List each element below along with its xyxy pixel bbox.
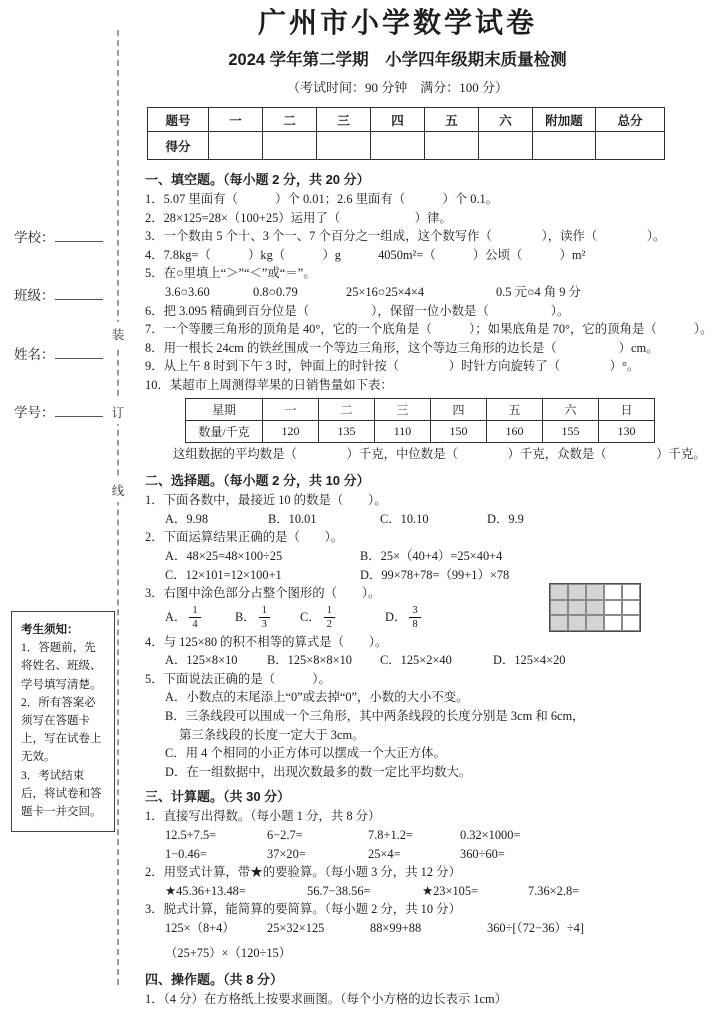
- name-field: [14, 343, 103, 363]
- grid-cell: [604, 615, 622, 631]
- score-table-score-row: [148, 132, 665, 160]
- question-line: 4．7.8kg=（ ）kg（ ）g 4050m²=（ ）公顷（ ）m²: [145, 247, 586, 262]
- notice-item: 2．所有答案必须写在答题卡上，写在试卷上无效。: [21, 696, 102, 764]
- binding-char-xian: 线: [109, 478, 127, 502]
- sales-value-cell: 120: [263, 420, 319, 442]
- options-row: [145, 651, 705, 670]
- question-line: 3．一个数由 5 个十、3 个一、7 个百分之一组成，这个数写作（ ），读作（ ）。: [145, 229, 666, 244]
- option-line: C．用 4 个相同的小正方体可以摆成一个大正方体。: [165, 746, 446, 761]
- calc-item: 25×4=: [368, 846, 401, 861]
- score-table-cell: 四: [371, 108, 425, 132]
- option-item: D．9.9: [487, 511, 524, 526]
- calc-item: 7.8+1.2=: [368, 828, 413, 843]
- name-label: 姓名：: [14, 347, 55, 362]
- score-blank-cell: [263, 132, 317, 160]
- class-label: 班级：: [14, 288, 55, 303]
- question-line: 1．（4 分）在方格纸上按要求画图。（每个小方格的边长表示 1cm）: [145, 992, 508, 1007]
- question-line: 1．直接写出得数。（每小题 1 分，共 8 分）: [145, 809, 381, 824]
- score-blank-cell: [209, 132, 263, 160]
- option-item: D．99×78+78=（99+1）×78: [360, 567, 510, 582]
- notice-item: 3．考试结束后，将试卷和答题卡一并交回。: [21, 769, 102, 819]
- grid-cell: [550, 615, 568, 631]
- sales-table-cell: 日: [599, 398, 655, 420]
- option-label: A．: [165, 610, 187, 625]
- calc-item: 125×（8+4）: [165, 921, 235, 935]
- fraction: $\frac{1}{4}$: [189, 605, 200, 631]
- calc-item: 360÷[（72−36）÷4]: [487, 921, 584, 935]
- question-line: 1．下面各数中，最接近 10 的数是（ ）。: [145, 493, 387, 508]
- option-item: B．125×8×8×10: [267, 653, 352, 668]
- sales-value-cell: 130: [599, 420, 655, 442]
- calc-row: [145, 826, 705, 845]
- option-item: C．10.10: [380, 511, 429, 526]
- student-id-field: [14, 401, 103, 421]
- score-blank-cell: [479, 132, 533, 160]
- question-line: 3．右图中涂色部分占整个图形的（ ）。: [145, 586, 381, 601]
- score-table-cell: 六: [479, 108, 533, 132]
- class-blank-line: [55, 288, 103, 300]
- grid-cell: [622, 615, 640, 631]
- question-line: 2．28×125=28×（100+25）运用了（ ）律。: [145, 210, 452, 225]
- sales-value-cell: 110: [375, 420, 431, 442]
- score-blank-cell: [371, 132, 425, 160]
- score-table-cell: 总分: [596, 108, 665, 132]
- name-blank-line: [55, 347, 103, 359]
- score-blank-cell: [317, 132, 371, 160]
- sales-table-cell: 六: [543, 398, 599, 420]
- option-line: 第三条线段的长度一定大于 3cm。: [179, 727, 365, 742]
- option-item: A．48×25=48×100÷25: [165, 548, 283, 563]
- examinee-notice-box: [11, 611, 115, 832]
- calc-item: 7.36×2.8=: [528, 883, 580, 898]
- calc-item: 1−0.46=: [165, 846, 207, 861]
- calc-item: 6−2.7=: [267, 828, 303, 843]
- calc-item: 360÷60=: [460, 846, 505, 861]
- shaded-grid-figure: [549, 583, 641, 632]
- grid-cell: [586, 615, 604, 631]
- exam-subtitle: 2024 学年第二学期 小学四年级期末质量检测: [228, 51, 567, 69]
- options-row: [145, 547, 705, 566]
- exam-content: [145, 6, 713, 1009]
- score-label-cell: 得分: [148, 132, 209, 160]
- grid-cell: [622, 600, 640, 616]
- notice-item: 1．答题前，先将姓名、班级、学号填写清楚。: [21, 642, 102, 691]
- calc-row: [145, 882, 705, 901]
- option-line: A．小数点的末尾添上“0”或去掉“0”，小数的大小不变。: [165, 690, 469, 705]
- student-id-label: 学号：: [14, 405, 55, 420]
- sales-table-cell: 四: [431, 398, 487, 420]
- section-2-heading: 二、选择题。（每小题 2 分，共 10 分）: [145, 473, 370, 489]
- calc-item: 0.32×1000=: [460, 828, 521, 843]
- option-label: D．: [385, 610, 407, 625]
- grid-cell: [568, 615, 586, 631]
- calc-item: 25×32×125: [267, 921, 325, 935]
- school-field: [14, 226, 103, 246]
- option-label: C．: [300, 610, 321, 625]
- score-table-cell: 题号: [148, 108, 209, 132]
- calc-item: ★45.36+13.48=: [165, 883, 246, 898]
- grid-cell: [586, 584, 604, 600]
- option-line: B．三条线段可以围成一个三角形，其中两条线段的长度分别是 3cm 和 6cm，: [165, 709, 585, 724]
- question-line: 2．下面运算结果正确的是（ ）。: [145, 530, 344, 545]
- grid-cell: [550, 584, 568, 600]
- class-field: [14, 284, 103, 304]
- question-line: 5．在○里填上“＞”“＜”或“＝”。: [145, 266, 316, 281]
- score-blank-cell: [596, 132, 665, 160]
- comparison-item: 25×16○25×4×4: [346, 284, 425, 299]
- calc-item: 37×20=: [267, 846, 306, 861]
- school-blank-line: [55, 230, 103, 242]
- exam-info: （考试时间：90 分钟 满分：100 分）: [286, 80, 508, 95]
- sales-value-cell: 160: [487, 420, 543, 442]
- question-line: 3．脱式计算，能简算的要简算。（每小题 2 分，共 10 分）: [145, 902, 461, 917]
- sales-table-values-row: [186, 420, 655, 442]
- fraction-option: [385, 605, 421, 631]
- score-table-cell: 三: [317, 108, 371, 132]
- sales-table-header-row: [186, 398, 655, 420]
- calc-item: 56.7−38.56=: [307, 883, 371, 898]
- sales-table-cell: 五: [487, 398, 543, 420]
- exam-title: 广州市小学数学试卷: [257, 8, 537, 39]
- fraction-option: [165, 605, 235, 631]
- option-line: D．在一组数据中，出现次数最多的数一定比平均数大。: [165, 764, 472, 779]
- grid-cell: [604, 584, 622, 600]
- sales-value-cell: 155: [543, 420, 599, 442]
- options-row: [145, 566, 705, 585]
- grid-cell: [604, 600, 622, 616]
- s2-q3-block: [145, 584, 705, 633]
- fraction: $\frac{1}{2}$: [324, 605, 335, 631]
- fraction: $\frac{3}{8}$: [409, 605, 420, 631]
- score-table-header-row: [148, 108, 665, 132]
- sales-table-cell: 一: [263, 398, 319, 420]
- score-table: [147, 107, 665, 160]
- calc-item: 12.5+7.5=: [165, 828, 217, 843]
- question-line: 9．从上午 8 时到下午 3 时，钟面上的时针按（ ）时针方向旋转了（ ）°。: [145, 359, 640, 374]
- calc-item: 88×99+88: [370, 921, 422, 935]
- question-line: 这组数据的平均数是（ ）千克，中位数是（ ）千克，众数是（ ）千克。: [173, 446, 706, 461]
- option-item: B．10.01: [268, 511, 317, 526]
- score-table-cell: 一: [209, 108, 263, 132]
- grid-cell: [622, 584, 640, 600]
- binding-dashed-line: [117, 30, 119, 985]
- sales-table-cell: 星期: [186, 398, 263, 420]
- option-item: A．125×8×10: [165, 653, 238, 668]
- section-4-heading: 四、操作题。（共 8 分）: [145, 972, 283, 988]
- student-id-blank-line: [55, 405, 103, 417]
- option-item: C．12×101=12×100+1: [165, 567, 282, 582]
- sales-table-cell: 三: [375, 398, 431, 420]
- apple-sales-table: [185, 398, 655, 443]
- school-label: 学校：: [14, 230, 55, 245]
- grid-cell: [586, 600, 604, 616]
- section-3-heading: 三、计算题。（共 30 分）: [145, 789, 291, 805]
- comparison-item: 0.5 元○4 角 9 分: [496, 284, 581, 299]
- score-blank-cell: [533, 132, 596, 160]
- comparison-item: 0.8○0.79: [253, 284, 298, 299]
- binding-char-ding: 订: [109, 400, 127, 424]
- grid-cell: [568, 584, 586, 600]
- option-item: B．25×（40+4）=25×40+4: [360, 548, 503, 563]
- grid-cell: [568, 600, 586, 616]
- calc-row: [145, 919, 705, 938]
- score-table-cell: 二: [263, 108, 317, 132]
- option-label: B．: [235, 610, 256, 625]
- comparison-item: 3.6○3.60: [165, 284, 210, 299]
- question-line: 10．某超市上周测得苹果的日销售量如下表：: [145, 377, 393, 392]
- question-line: 7．一个等腰三角形的顶角是 40°，它的一个底角是（ ）；如果底角是 70°，它的顶角是（ ）。: [145, 322, 713, 337]
- grid-cell: [550, 600, 568, 616]
- sales-table-cell: 二: [319, 398, 375, 420]
- sales-value-cell: 135: [319, 420, 375, 442]
- fraction: $\frac{1}{3}$: [259, 605, 270, 631]
- score-blank-cell: [425, 132, 479, 160]
- calc-row: [145, 845, 705, 864]
- question-line: 8．用一根长 24cm 的铁丝围成一个等边三角形，这个等边三角形的边长是（ ）cm。: [145, 340, 659, 355]
- question-line: 2．用竖式计算，带★的要验算。（每小题 3 分，共 12 分）: [145, 865, 461, 880]
- fraction-option: [300, 605, 385, 631]
- option-item: A．9.98: [165, 511, 209, 526]
- section-1-heading: 一、填空题。（每小题 2 分，共 20 分）: [145, 172, 370, 187]
- option-item: D．125×4×20: [493, 653, 566, 668]
- sales-value-cell: 150: [431, 420, 487, 442]
- sales-row-label: 数量/千克: [186, 420, 263, 442]
- option-item: C．125×2×40: [380, 653, 452, 668]
- exam-header: [145, 6, 650, 97]
- question-line: 6．把 3.095 精确到百分位是（ ），保留一位小数是（ ）。: [145, 303, 570, 318]
- comparison-items-row: [145, 283, 705, 302]
- notice-title: 考生须知：: [21, 624, 79, 636]
- question-line: 1．5.07 里面有（ ）个 0.01；2.6 里面有（ ）个 0.1。: [145, 192, 499, 206]
- binding-char-zhuang: 装: [109, 322, 127, 346]
- fraction-option: [235, 605, 300, 631]
- score-table-cell: 附加题: [533, 108, 596, 132]
- question-line: 5．下面说法正确的是（ ）。: [145, 671, 331, 686]
- calc-item: ★23×105=: [422, 883, 479, 898]
- options-row: [145, 510, 705, 529]
- calc-item: （25+75）×（120÷15）: [165, 945, 292, 960]
- question-line: 4．与 125×80 的积不相等的算式是（ ）。: [145, 634, 388, 649]
- score-table-cell: 五: [425, 108, 479, 132]
